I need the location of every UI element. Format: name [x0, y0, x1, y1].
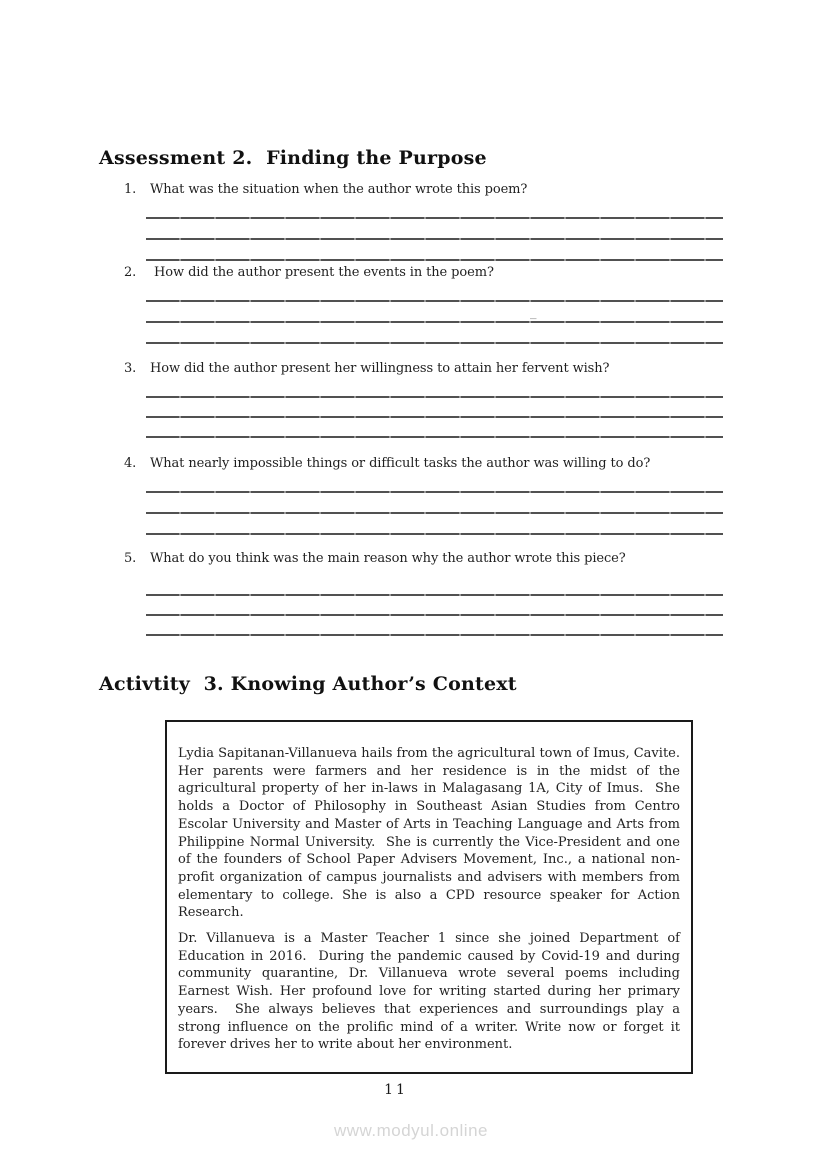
author-bio-box — [165, 720, 693, 1074]
question-5-number: 5. — [124, 551, 137, 566]
question-1-number: 1. — [124, 182, 137, 197]
question-3-number: 3. — [124, 361, 137, 376]
activity-heading: Activtity 3. Knowing Author’s Context — [99, 673, 517, 695]
assessment-heading: Assessment 2. Finding the Purpose — [99, 147, 487, 169]
answer-line — [146, 533, 723, 535]
question-4-row — [0, 454, 826, 474]
watermark: www.modyul.online — [333, 1121, 488, 1140]
answer-line — [146, 491, 723, 493]
question-2-number: 2. — [124, 265, 137, 280]
answer-line — [146, 512, 723, 514]
question-1-row — [0, 180, 826, 200]
answer-line — [146, 321, 723, 323]
page-number: 11 — [384, 1082, 408, 1098]
question-4-text: What nearly impossible things or difficult tasks the author was willing to do? — [150, 456, 651, 471]
answer-line — [146, 259, 723, 261]
answer-line — [146, 396, 723, 398]
question-1 — [0, 180, 826, 200]
answer-line — [146, 238, 723, 240]
answer-line — [146, 594, 723, 596]
question-2-text: How did the author present the events in the poem? — [150, 265, 494, 280]
stray-underscore-mark: _ — [530, 305, 537, 320]
answer-line — [146, 217, 723, 219]
answer-line — [146, 436, 723, 438]
author-bio-paragraph-1: Lydia Sapitanan-Villanueva hails from the agricultural town of Imus, Cavite. Her parents were farmers and her residence is in the midst of the agricultural property of her in-laws in Malagasang 1A, City of Imus. She holds a Doctor of Philosophy in Southeast Asian Studies from Centro Escolar University and Master of Arts in Teaching Language and Arts from Philippine Normal University. She is currently the Vice-President and one of the founders of School Paper Advisers Movement, Inc., a national non-profit organization of campus journalists and advisers with members from elementary to college. She is also a CPD resource speaker for Action Research. — [178, 746, 689, 921]
answer-line — [146, 342, 723, 344]
question-1-text: What was the situation when the author wrote this poem? — [150, 182, 528, 197]
answer-line — [146, 416, 723, 418]
question-3-row — [0, 359, 826, 379]
answer-line — [146, 614, 723, 616]
question-2 — [0, 263, 826, 283]
question-4 — [0, 454, 826, 474]
answer-line — [146, 634, 723, 636]
question-5 — [0, 549, 826, 569]
question-5-text: What do you think was the main reason why the author wrote this piece? — [150, 551, 626, 566]
question-5-row — [0, 549, 826, 569]
question-3-text: How did the author present her willingness to attain her fervent wish? — [150, 361, 610, 376]
author-bio-paragraph-2: Dr. Villanueva is a Master Teacher 1 since she joined Department of Education in 2016. During the pandemic caused by Covid-19 and during community quarantine, Dr. Villanueva wrote several poems including Earnest Wish. Her profound love for writing started during her primary years. She always believes that experiences and surroundings play a strong influence on the prolific mind of a writer. Write now or forget it forever drives her to write about her environment. — [178, 931, 685, 1053]
answer-line — [146, 300, 723, 302]
question-4-number: 4. — [124, 456, 137, 471]
question-3 — [0, 359, 826, 379]
question-2-row — [0, 263, 826, 283]
